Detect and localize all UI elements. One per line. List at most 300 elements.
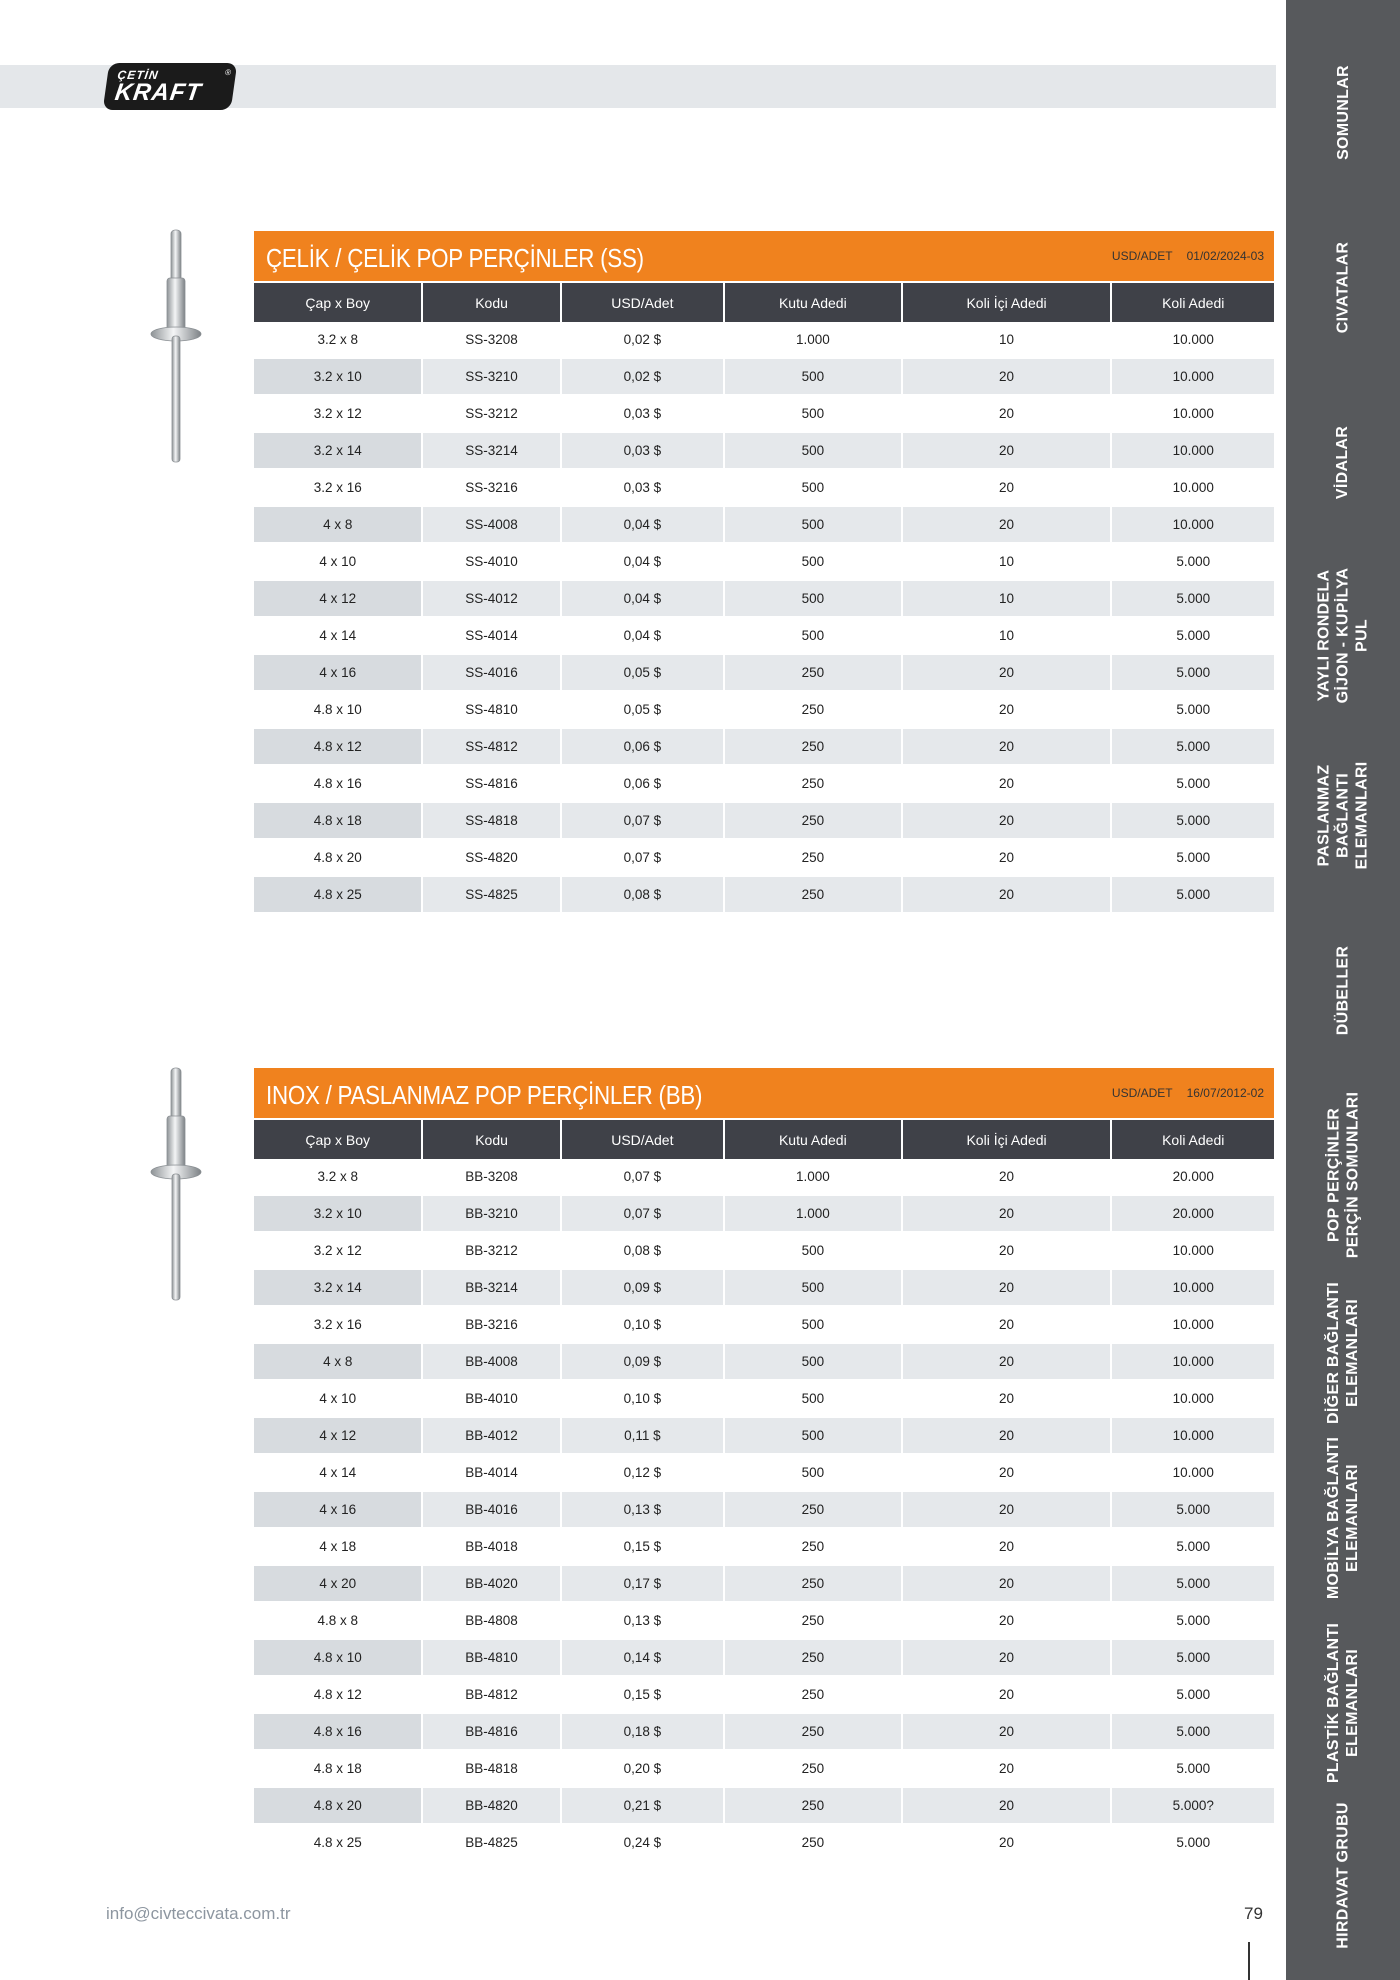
table-cell: 250: [725, 692, 901, 729]
table-row: [254, 1788, 1274, 1825]
table-cell: 5.000: [1112, 1751, 1274, 1788]
sidebar-item-dubeller[interactable]: [1286, 925, 1400, 1055]
table-cell: BB-4816: [423, 1714, 559, 1751]
date-code: 01/02/2024-03: [1186, 249, 1264, 263]
table-cell: 0,05 $: [562, 692, 723, 729]
table-row: [254, 1529, 1274, 1566]
column-header: Koli İçi Adedi: [903, 1120, 1111, 1159]
table-cell: SS-3210: [423, 359, 559, 396]
table-cell: 20: [903, 1270, 1111, 1307]
table-cell: BB-4825: [423, 1825, 559, 1862]
table-cell: 500: [725, 544, 901, 581]
table-cell: 5.000: [1112, 1566, 1274, 1603]
table-cell: 10.000: [1112, 433, 1274, 470]
table-cell: SS-3208: [423, 322, 559, 359]
table-cell: SS-4816: [423, 766, 559, 803]
table-cell: 0,24 $: [562, 1825, 723, 1862]
table-cell: 0,09 $: [562, 1344, 723, 1381]
table-cell: 0,04 $: [562, 544, 723, 581]
table-cell: 0,13 $: [562, 1492, 723, 1529]
table-cell: 250: [725, 1714, 901, 1751]
sidebar-item-label: HIRDAVAT GRUBU: [1334, 1801, 1352, 1949]
sidebar-item-label: CIVATALAR: [1334, 241, 1352, 334]
sidebar-item-label: DİĞER BAĞLANTI ELEMANLARI: [1325, 1281, 1362, 1424]
table-cell: 500: [725, 1381, 901, 1418]
table-row: [254, 729, 1274, 766]
table-row: [254, 1381, 1274, 1418]
table-cell: 10.000: [1112, 1418, 1274, 1455]
date-code: 16/07/2012-02: [1186, 1086, 1264, 1100]
table-cell: 5.000: [1112, 1677, 1274, 1714]
table-cell: 250: [725, 803, 901, 840]
table-cell: 5.000: [1112, 1825, 1274, 1862]
table-cell: 4 x 16: [254, 655, 421, 692]
table-row: [254, 396, 1274, 433]
table-cell: BB-3210: [423, 1196, 559, 1233]
table-cell: 250: [725, 1603, 901, 1640]
table-row: [254, 359, 1274, 396]
table-cell: 10.000: [1112, 396, 1274, 433]
table-cell: 10: [903, 581, 1111, 618]
table-cell: BB-4820: [423, 1788, 559, 1825]
sidebar-item-label: VİDALAR: [1334, 425, 1352, 500]
table-cell: 20: [903, 692, 1111, 729]
table-cell: 0,10 $: [562, 1381, 723, 1418]
table-cell: 5.000: [1112, 655, 1274, 692]
table-cell: 10.000: [1112, 322, 1274, 359]
table-cell: 0,04 $: [562, 618, 723, 655]
table-cell: BB-4808: [423, 1603, 559, 1640]
sidebar-item-vidalar[interactable]: [1286, 400, 1400, 525]
table-row: [254, 507, 1274, 544]
table-cell: BB-4012: [423, 1418, 559, 1455]
table-cell: 3.2 x 16: [254, 470, 421, 507]
table-cell: 4 x 10: [254, 544, 421, 581]
table-cell: 20: [903, 1640, 1111, 1677]
table-cell: 4.8 x 25: [254, 1825, 421, 1862]
table-cell: 20: [903, 1455, 1111, 1492]
section-title: ÇELİK / ÇELİK POP PERÇİNLER (SS): [266, 243, 644, 273]
table-cell: 0,11 $: [562, 1418, 723, 1455]
table-cell: 20: [903, 840, 1111, 877]
section-meta: [1112, 1086, 1264, 1100]
table-cell: SS-4812: [423, 729, 559, 766]
price-table-section-ss: [254, 231, 1274, 914]
table-cell: SS-3214: [423, 433, 559, 470]
table-cell: 5.000: [1112, 692, 1274, 729]
table-row: [254, 1566, 1274, 1603]
table-cell: 0,07 $: [562, 1196, 723, 1233]
table-cell: 250: [725, 1492, 901, 1529]
table-cell: 4 x 8: [254, 1344, 421, 1381]
table-cell: 10.000: [1112, 1233, 1274, 1270]
table-cell: BB-4008: [423, 1344, 559, 1381]
table-cell: 0,04 $: [562, 581, 723, 618]
table-row: [254, 1714, 1274, 1751]
table-cell: 20: [903, 1381, 1111, 1418]
table-cell: 500: [725, 433, 901, 470]
table-cell: 20: [903, 1344, 1111, 1381]
table-cell: 4.8 x 12: [254, 1677, 421, 1714]
table-cell: 0,10 $: [562, 1307, 723, 1344]
table-cell: 500: [725, 359, 901, 396]
table-row: [254, 322, 1274, 359]
table-cell: 4.8 x 16: [254, 766, 421, 803]
column-header: Çap x Boy: [254, 283, 421, 322]
table-cell: 500: [725, 1455, 901, 1492]
table-cell: BB-4018: [423, 1529, 559, 1566]
table-cell: 0,15 $: [562, 1529, 723, 1566]
table-cell: 5.000: [1112, 803, 1274, 840]
brand-logo[interactable]: [103, 63, 238, 110]
table-cell: 250: [725, 1677, 901, 1714]
table-cell: 10: [903, 544, 1111, 581]
table-row: [254, 433, 1274, 470]
table-cell: 250: [725, 655, 901, 692]
logo-registered-mark: ®: [224, 68, 232, 77]
table-cell: 500: [725, 581, 901, 618]
table-cell: 10.000: [1112, 1381, 1274, 1418]
table-row: [254, 1307, 1274, 1344]
column-header: Kutu Adedi: [725, 283, 901, 322]
table-cell: 10.000: [1112, 1270, 1274, 1307]
sidebar-item-pop-percinler[interactable]: [1286, 1085, 1400, 1265]
table-cell: 10.000: [1112, 1344, 1274, 1381]
price-table: [252, 283, 1276, 914]
table-cell: 20: [903, 470, 1111, 507]
table-cell: 20: [903, 1825, 1111, 1862]
currency-label: USD/ADET: [1111, 1086, 1173, 1100]
page-divider-line: [1248, 1942, 1250, 1980]
table-cell: 5.000: [1112, 877, 1274, 914]
table-cell: 3.2 x 14: [254, 433, 421, 470]
table-cell: 0,03 $: [562, 470, 723, 507]
table-cell: 10.000: [1112, 1307, 1274, 1344]
table-cell: SS-3212: [423, 396, 559, 433]
sidebar-item-yayli-rondela[interactable]: [1286, 560, 1400, 710]
column-header: Koli İçi Adedi: [903, 283, 1111, 322]
table-cell: SS-4008: [423, 507, 559, 544]
table-cell: 0,12 $: [562, 1455, 723, 1492]
table-cell: 0,06 $: [562, 766, 723, 803]
table-cell: 20: [903, 1677, 1111, 1714]
table-cell: BB-4810: [423, 1640, 559, 1677]
table-cell: 5.000: [1112, 1714, 1274, 1751]
table-cell: 5.000: [1112, 1603, 1274, 1640]
table-row: [254, 544, 1274, 581]
table-cell: 500: [725, 507, 901, 544]
table-cell: 20: [903, 1566, 1111, 1603]
table-cell: 0,03 $: [562, 433, 723, 470]
table-cell: 0,02 $: [562, 359, 723, 396]
table-cell: 20: [903, 359, 1111, 396]
table-row: [254, 1603, 1274, 1640]
table-cell: 20.000: [1112, 1159, 1274, 1196]
sidebar-item-diger-baglanti[interactable]: [1286, 1270, 1400, 1435]
table-cell: 4 x 14: [254, 618, 421, 655]
table-cell: 0,08 $: [562, 1233, 723, 1270]
sidebar-item-label: YAYLI RONDELA GİJON - KUPİLYA PUL: [1315, 567, 1371, 703]
table-cell: 4.8 x 20: [254, 1788, 421, 1825]
table-cell: 0,21 $: [562, 1788, 723, 1825]
sidebar-item-label: PLASTİK BAĞLANTI ELEMANLARI: [1325, 1622, 1362, 1783]
table-cell: BB-4010: [423, 1381, 559, 1418]
table-cell: 250: [725, 840, 901, 877]
table-row: [254, 1159, 1274, 1196]
table-cell: BB-3212: [423, 1233, 559, 1270]
table-cell: 20.000: [1112, 1196, 1274, 1233]
table-cell: 0,09 $: [562, 1270, 723, 1307]
table-cell: 0,07 $: [562, 840, 723, 877]
table-cell: SS-4010: [423, 544, 559, 581]
table-cell: 0,03 $: [562, 396, 723, 433]
column-header: Kutu Adedi: [725, 1120, 901, 1159]
table-row: [254, 1492, 1274, 1529]
table-cell: 0,18 $: [562, 1714, 723, 1751]
table-cell: 5.000: [1112, 1492, 1274, 1529]
table-cell: 10: [903, 322, 1111, 359]
table-row: [254, 840, 1274, 877]
table-cell: SS-4014: [423, 618, 559, 655]
table-cell: 0,04 $: [562, 507, 723, 544]
table-cell: SS-3216: [423, 470, 559, 507]
sidebar-item-label: DÜBELLER: [1334, 945, 1352, 1035]
table-cell: 4.8 x 10: [254, 692, 421, 729]
table-cell: 20: [903, 396, 1111, 433]
table-cell: 500: [725, 1233, 901, 1270]
logo-top-text: ÇETİN: [116, 67, 160, 82]
table-cell: 10.000: [1112, 359, 1274, 396]
sidebar-item-label: SOMUNLAR: [1334, 65, 1352, 160]
table-cell: 500: [725, 618, 901, 655]
table-cell: 250: [725, 1788, 901, 1825]
table-header-row: [254, 1120, 1274, 1159]
sidebar-item-paslanmaz[interactable]: [1286, 750, 1400, 880]
table-row: [254, 1751, 1274, 1788]
table-cell: 20: [903, 433, 1111, 470]
table-cell: 0,08 $: [562, 877, 723, 914]
table-cell: 4.8 x 18: [254, 803, 421, 840]
table-cell: 1.000: [725, 1159, 901, 1196]
table-row: [254, 1418, 1274, 1455]
table-cell: 0,07 $: [562, 1159, 723, 1196]
section-title: INOX / PASLANMAZ POP PERÇİNLER (BB): [266, 1080, 703, 1110]
table-cell: BB-4016: [423, 1492, 559, 1529]
table-cell: 4 x 12: [254, 581, 421, 618]
table-cell: BB-3216: [423, 1307, 559, 1344]
column-header: Kodu: [423, 1120, 559, 1159]
pop-rivet-image: [145, 1066, 205, 1306]
table-cell: 4 x 14: [254, 1455, 421, 1492]
table-cell: 3.2 x 14: [254, 1270, 421, 1307]
table-cell: 20: [903, 1751, 1111, 1788]
table-cell: 20: [903, 766, 1111, 803]
table-cell: 500: [725, 1270, 901, 1307]
currency-label: USD/ADET: [1111, 249, 1173, 263]
table-cell: 0,07 $: [562, 803, 723, 840]
table-cell: 0,20 $: [562, 1751, 723, 1788]
table-cell: 5.000: [1112, 729, 1274, 766]
table-cell: BB-4812: [423, 1677, 559, 1714]
section-title-bar: [254, 1068, 1274, 1118]
table-cell: BB-4818: [423, 1751, 559, 1788]
price-table-section-bb: [254, 1068, 1274, 1862]
table-cell: 500: [725, 470, 901, 507]
table-cell: 20: [903, 655, 1111, 692]
table-cell: 0,13 $: [562, 1603, 723, 1640]
table-cell: 20: [903, 1529, 1111, 1566]
table-cell: SS-4825: [423, 877, 559, 914]
table-cell: 4 x 12: [254, 1418, 421, 1455]
table-cell: 4.8 x 18: [254, 1751, 421, 1788]
table-cell: 250: [725, 1751, 901, 1788]
table-cell: 20: [903, 1233, 1111, 1270]
table-cell: 20: [903, 1714, 1111, 1751]
table-row: [254, 1233, 1274, 1270]
table-cell: 20: [903, 729, 1111, 766]
table-cell: BB-4020: [423, 1566, 559, 1603]
table-row: [254, 1270, 1274, 1307]
table-cell: 0,02 $: [562, 322, 723, 359]
table-cell: SS-4810: [423, 692, 559, 729]
table-cell: 0,14 $: [562, 1640, 723, 1677]
column-header: Çap x Boy: [254, 1120, 421, 1159]
table-cell: 5.000?: [1112, 1788, 1274, 1825]
table-cell: 5.000: [1112, 1640, 1274, 1677]
table-cell: 250: [725, 1529, 901, 1566]
table-cell: 4.8 x 8: [254, 1603, 421, 1640]
table-cell: 4 x 18: [254, 1529, 421, 1566]
table-cell: 0,17 $: [562, 1566, 723, 1603]
table-header-row: [254, 283, 1274, 322]
table-cell: 5.000: [1112, 766, 1274, 803]
footer-email-link[interactable]: info@civteccivata.com.tr: [106, 1904, 291, 1923]
table-cell: 10.000: [1112, 470, 1274, 507]
table-row: [254, 1344, 1274, 1381]
table-cell: 0,06 $: [562, 729, 723, 766]
table-cell: 4 x 8: [254, 507, 421, 544]
table-cell: SS-4012: [423, 581, 559, 618]
table-row: [254, 581, 1274, 618]
table-row: [254, 803, 1274, 840]
table-cell: 1.000: [725, 322, 901, 359]
table-cell: 3.2 x 8: [254, 1159, 421, 1196]
table-cell: 4.8 x 16: [254, 1714, 421, 1751]
table-row: [254, 1196, 1274, 1233]
column-header: USD/Adet: [562, 283, 723, 322]
category-sidebar: [1286, 0, 1400, 1980]
table-cell: 4.8 x 20: [254, 840, 421, 877]
table-cell: 3.2 x 12: [254, 1233, 421, 1270]
table-cell: 20: [903, 1196, 1111, 1233]
section-meta: [1112, 249, 1264, 263]
table-cell: 5.000: [1112, 544, 1274, 581]
table-cell: 500: [725, 1418, 901, 1455]
table-cell: 5.000: [1112, 840, 1274, 877]
table-cell: 5.000: [1112, 618, 1274, 655]
sidebar-item-civatalar[interactable]: [1286, 220, 1400, 355]
table-cell: 250: [725, 1825, 901, 1862]
pop-rivet-image: [145, 228, 205, 468]
table-cell: 3.2 x 16: [254, 1307, 421, 1344]
table-cell: 20: [903, 1492, 1111, 1529]
table-cell: 4.8 x 12: [254, 729, 421, 766]
section-title-bar: [254, 231, 1274, 281]
table-cell: SS-4820: [423, 840, 559, 877]
table-cell: 4.8 x 25: [254, 877, 421, 914]
table-cell: 20: [903, 1307, 1111, 1344]
sidebar-item-plastik-baglanti[interactable]: [1286, 1615, 1400, 1790]
table-cell: 10: [903, 618, 1111, 655]
table-cell: SS-4818: [423, 803, 559, 840]
table-row: [254, 766, 1274, 803]
table-cell: 500: [725, 1307, 901, 1344]
table-cell: 250: [725, 877, 901, 914]
table-cell: 20: [903, 1603, 1111, 1640]
sidebar-item-hirdavat-grubu[interactable]: [1286, 1800, 1400, 1950]
table-row: [254, 655, 1274, 692]
column-header: USD/Adet: [562, 1120, 723, 1159]
logo-main-text: KRAFT: [113, 78, 204, 106]
table-cell: 1.000: [725, 1196, 901, 1233]
table-cell: 20: [903, 507, 1111, 544]
sidebar-item-label: PASLANMAZ BAĞLANTI ELEMANLARI: [1315, 761, 1371, 869]
table-cell: 0,05 $: [562, 655, 723, 692]
table-cell: 500: [725, 1344, 901, 1381]
sidebar-item-mobilya-baglanti[interactable]: [1286, 1430, 1400, 1605]
table-cell: 250: [725, 1566, 901, 1603]
table-cell: 250: [725, 1640, 901, 1677]
table-cell: 20: [903, 1159, 1111, 1196]
table-row: [254, 692, 1274, 729]
table-cell: 3.2 x 8: [254, 322, 421, 359]
table-cell: 3.2 x 12: [254, 396, 421, 433]
page-number: 79: [1244, 1904, 1263, 1923]
table-cell: 250: [725, 729, 901, 766]
table-row: [254, 470, 1274, 507]
table-cell: 500: [725, 396, 901, 433]
table-cell: 4.8 x 10: [254, 1640, 421, 1677]
table-cell: 0,15 $: [562, 1677, 723, 1714]
table-row: [254, 1825, 1274, 1862]
table-cell: 3.2 x 10: [254, 1196, 421, 1233]
table-cell: 5.000: [1112, 1529, 1274, 1566]
table-row: [254, 1640, 1274, 1677]
table-cell: 250: [725, 766, 901, 803]
table-row: [254, 877, 1274, 914]
table-cell: 3.2 x 10: [254, 359, 421, 396]
table-cell: BB-3208: [423, 1159, 559, 1196]
sidebar-item-label: MOBİLYA BAĞLANTI ELEMANLARI: [1325, 1436, 1361, 1599]
sidebar-item-somunlar[interactable]: [1286, 40, 1400, 185]
table-cell: 4 x 10: [254, 1381, 421, 1418]
price-table: [252, 1120, 1276, 1862]
column-header: Kodu: [423, 283, 559, 322]
table-cell: 10.000: [1112, 1455, 1274, 1492]
table-cell: 10.000: [1112, 507, 1274, 544]
table-row: [254, 1455, 1274, 1492]
table-row: [254, 618, 1274, 655]
column-header: Koli Adedi: [1112, 1120, 1274, 1159]
table-cell: 5.000: [1112, 581, 1274, 618]
table-cell: 4 x 16: [254, 1492, 421, 1529]
table-cell: 20: [903, 1418, 1111, 1455]
table-cell: 20: [903, 877, 1111, 914]
table-cell: SS-4016: [423, 655, 559, 692]
table-cell: 20: [903, 803, 1111, 840]
table-cell: BB-4014: [423, 1455, 559, 1492]
sidebar-item-label: POP PERÇİNLER PERÇİN SOMUNLARI: [1325, 1091, 1361, 1259]
